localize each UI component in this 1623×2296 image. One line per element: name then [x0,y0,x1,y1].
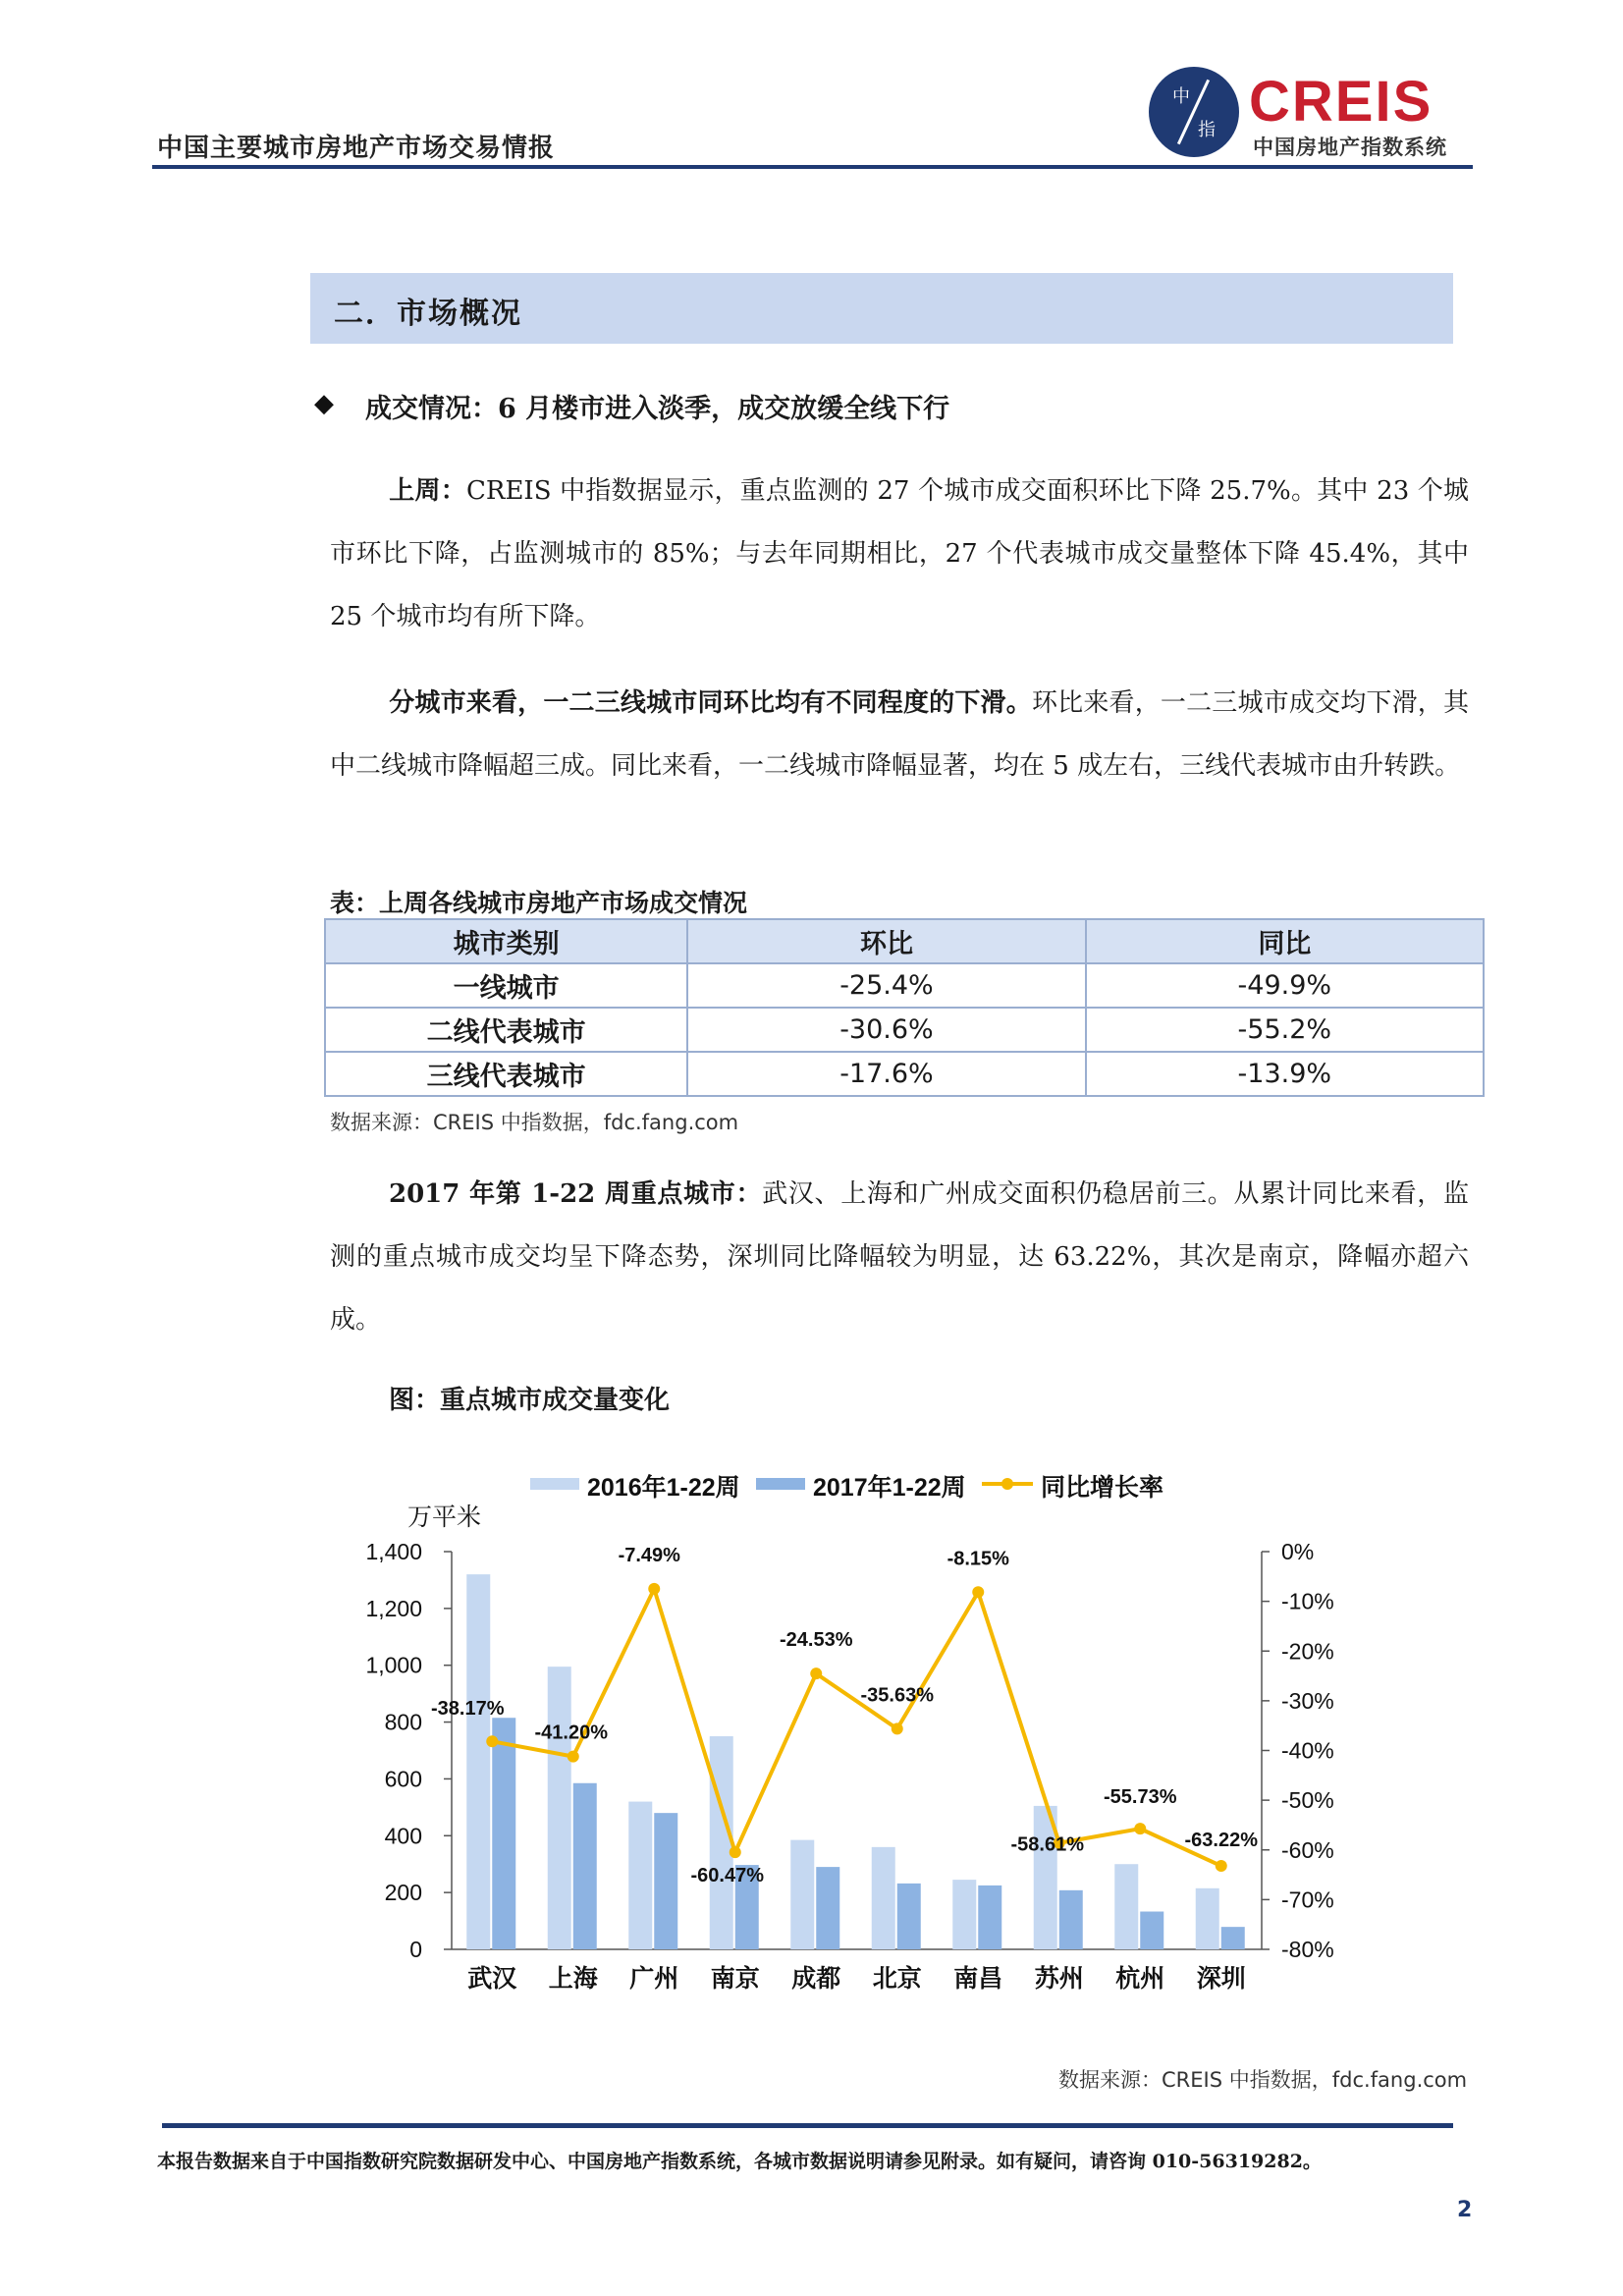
bar-2016 [548,1667,571,1949]
growth-rate-data-label: -38.17% [431,1698,505,1721]
bar-2017 [654,1813,677,1949]
header-divider [152,165,1473,169]
category-label: 杭州 [1115,1964,1165,1993]
left-axis-unit: 万平米 [407,1503,482,1531]
growth-rate-point [730,1846,741,1858]
table-source: 数据来源：CREIS 中指数据，fdc.fang.com [330,1111,739,1134]
paragraph-by-city-tier [330,672,1469,797]
growth-rate-point [1216,1860,1227,1872]
tier-transaction-table [324,918,1485,1097]
creis-logo [1149,67,1473,165]
left-tick-label: 1,400 [365,1539,422,1564]
table-row [325,1008,1484,1052]
table-cell-category: 一线城市 [325,963,687,1008]
legend-label-2016: 2016年1-22周 [587,1474,740,1502]
category-label: 上海 [548,1964,598,1993]
section-title: 二．市场概况 [334,297,522,331]
category-label: 成都 [791,1964,841,1993]
bar-2017 [978,1886,1001,1949]
bar-2016 [1114,1864,1138,1949]
paragraph-lead: 2017 年第 1-22 周重点城市： [389,1179,763,1209]
table-cell-mom: -30.6% [687,1008,1085,1052]
bar-2016 [1196,1888,1219,1949]
column-header: 环比 [687,919,1085,963]
right-tick-label: -20% [1281,1638,1334,1665]
city-transaction-chart [334,1458,1334,2018]
bar-2017 [1140,1912,1163,1949]
table-cell-category: 二线代表城市 [325,1008,687,1052]
category-label: 北京 [872,1964,922,1993]
category-label: 南昌 [953,1964,1003,1993]
bar-2017 [1221,1927,1245,1949]
chart-source: 数据来源：CREIS 中指数据，fdc.fang.com [1058,2068,1468,2092]
logo-subtitle: 中国房地产指数系统 [1253,136,1447,159]
table-cell-yoy: -13.9% [1086,1052,1484,1096]
growth-rate-data-label: -58.61% [1010,1833,1084,1856]
diamond-bullet-icon: ◆ [314,389,334,418]
legend-swatch-2016 [530,1478,579,1490]
growth-rate-point [972,1586,984,1598]
legend-marker-growth [1001,1478,1013,1490]
bar-2016 [790,1840,814,1949]
table-header-row [325,919,1484,963]
left-tick-label: 200 [384,1880,422,1906]
right-tick-label: 0% [1281,1539,1315,1564]
paragraph-body: 环比来看，一二三城市成交均下滑，其中二线城市降幅超三成。同比来看，一二线城市降幅显著，均在 5 成左右，三线代表城市由升转跌。 [330,688,1469,781]
paragraph-lead: 上周： [389,476,466,506]
column-header: 同比 [1086,919,1484,963]
table-row [325,1052,1484,1096]
paragraph-last-week [330,460,1469,648]
right-tick-label: -30% [1281,1687,1334,1714]
legend-swatch-2017 [756,1478,805,1490]
left-tick-label: 1,000 [365,1652,422,1678]
growth-rate-point [568,1751,579,1763]
paragraph-key-cities [330,1163,1469,1351]
growth-rate-data-label: -60.47% [690,1865,764,1887]
report-title: 中国主要城市房地产市场交易情报 [157,134,556,163]
bar-2016 [952,1880,976,1949]
chart-caption: 图：重点城市成交量变化 [389,1386,671,1415]
table-cell-yoy: -55.2% [1086,1008,1484,1052]
legend-label-2017: 2017年1-22周 [813,1474,966,1502]
bar-2016 [628,1802,652,1949]
paragraph-lead: 分城市来看，一二三线城市同环比均有不同程度的下滑。 [389,688,1032,718]
left-tick-label: 600 [384,1766,422,1792]
bar-2016 [872,1847,895,1949]
growth-rate-point [486,1735,498,1747]
footer-divider [162,2123,1453,2128]
growth-rate-data-label: -8.15% [947,1548,1009,1570]
right-tick-label: -40% [1281,1737,1334,1764]
category-label: 武汉 [467,1964,517,1993]
table-cell-mom: -17.6% [687,1052,1085,1096]
table-cell-category: 三线代表城市 [325,1052,687,1096]
growth-rate-data-label: -7.49% [618,1544,680,1566]
bar-2017 [816,1867,839,1949]
column-header: 城市类别 [325,919,687,963]
footer-note: 本报告数据来自于中国指数研究院数据研发中心、中国房地产指数系统，各城市数据说明请参见附录。如有疑问，请咨询 010-56319282。 [157,2151,1322,2172]
category-label: 南京 [710,1964,760,1993]
legend-label-growth: 同比增长率 [1041,1474,1164,1502]
logo-emblem-icon [1149,67,1239,157]
paragraph-body: CREIS 中指数据显示，重点监测的 27 个城市成交面积环比下降 25.7%。其中 23 个城市环比下降，占监测城市的 85%；与去年同期相比，27 个代表城市成交量整体下降 45.4%，其中 25 个城市均有所下降。 [330,476,1469,631]
left-tick-label: 400 [384,1823,422,1849]
right-tick-label: -10% [1281,1588,1334,1614]
table-cell-mom: -25.4% [687,963,1085,1008]
bar-2016 [466,1574,490,1949]
table-caption: 表：上周各线城市房地产市场成交情况 [330,889,748,917]
left-tick-label: 800 [384,1709,422,1735]
logo-text: CREIS [1249,70,1434,134]
page-number: 2 [1457,2198,1473,2222]
growth-rate-data-label: -41.20% [534,1722,608,1744]
growth-rate-data-label: -55.73% [1104,1786,1177,1809]
logo-mark-zhong: 中 [1172,86,1190,107]
category-label: 深圳 [1196,1964,1246,1993]
bar-2017 [1059,1890,1083,1949]
bar-2017 [492,1718,515,1949]
category-label: 广州 [629,1964,679,1993]
table-row [325,963,1484,1008]
growth-rate-data-label: -24.53% [780,1629,853,1652]
left-tick-label: 0 [409,1937,422,1962]
growth-rate-data-label: -35.63% [860,1684,934,1707]
category-label: 苏州 [1034,1964,1084,1993]
bar-2017 [897,1884,921,1949]
bar-2016 [710,1736,733,1949]
right-tick-label: -70% [1281,1886,1334,1913]
growth-rate-point [810,1667,822,1679]
paragraph-body: 武汉、上海和广州成交面积仍稳居前三。从累计同比来看，监测的重点城市成交均呈下降态势，深圳同比降幅较为明显，达 63.22%，其次是南京，降幅亦超六成。 [330,1179,1469,1335]
right-tick-label: -80% [1281,1937,1334,1962]
left-tick-label: 1,200 [365,1595,422,1621]
growth-rate-point [1134,1823,1146,1834]
growth-rate-point [892,1722,903,1734]
right-tick-label: -50% [1281,1787,1334,1814]
right-tick-label: -60% [1281,1836,1334,1863]
logo-mark-zhi: 指 [1198,120,1216,140]
growth-rate-data-label: -63.22% [1184,1830,1258,1852]
bar-2017 [573,1783,597,1949]
bullet-heading: 成交情况：6 月楼市进入淡季，成交放缓全线下行 [365,394,950,424]
growth-rate-point [648,1583,660,1595]
table-cell-yoy: -49.9% [1086,963,1484,1008]
